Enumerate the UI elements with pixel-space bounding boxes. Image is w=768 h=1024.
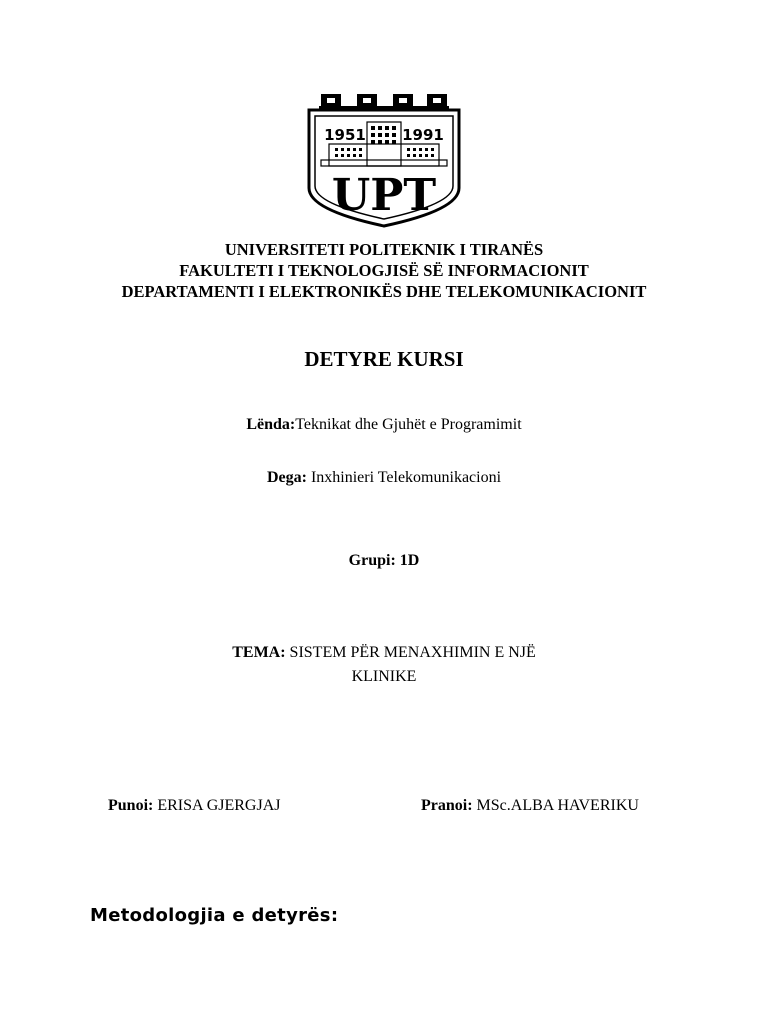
faculty-name: FAKULTETI I TEKNOLOGJISË SË INFORMACIONIT [179, 261, 589, 280]
group-label: Grupi: [348, 552, 396, 569]
subject-line [0, 416, 768, 434]
university-name: UNIVERSITETI POLITEKNIK I TIRANËS [224, 240, 544, 259]
worker-value: ERISA GJERGJAJ [153, 797, 281, 814]
group-value: 1D [395, 552, 420, 569]
branch-label: Dega: [266, 469, 307, 486]
department-name: DEPARTAMENTI I ELEKTRONIKËS DHE TELEKOMUNIKACIONIT [121, 282, 647, 301]
receiver-value: MSc.ALBA HAVERIKU [472, 797, 639, 814]
topic-value-1: SISTEM PËR MENAXHIMIN E NJË [285, 644, 536, 661]
logo-year-left: 1951 [324, 126, 366, 144]
topic-line-2: KLINIKE [351, 668, 417, 685]
methodology-heading: Metodologjia e detyrës: [90, 905, 339, 926]
subject-value: Teknikat dhe Gjuhët e Programimit [295, 416, 522, 433]
logo-year-right: 1991 [402, 126, 444, 144]
branch-value: Inxhinieri Telekomunikacioni [306, 469, 502, 486]
institution-header [0, 239, 768, 302]
receiver-label: Pranoi: [421, 797, 473, 814]
upt-crest-icon [305, 92, 463, 228]
topic-line-1 [0, 641, 768, 665]
topic-block [0, 641, 768, 689]
group-line [0, 552, 768, 570]
branch-line [0, 469, 768, 487]
receiver-line [421, 797, 639, 815]
worker-label: Punoi: [108, 797, 154, 814]
worker-line [108, 797, 280, 815]
subject-label: Lënda: [246, 416, 296, 433]
university-logo [305, 92, 463, 228]
topic-label: TEMA: [232, 644, 286, 661]
document-title: DETYRE KURSI [304, 347, 464, 371]
logo-acronym: UPT [331, 170, 437, 221]
